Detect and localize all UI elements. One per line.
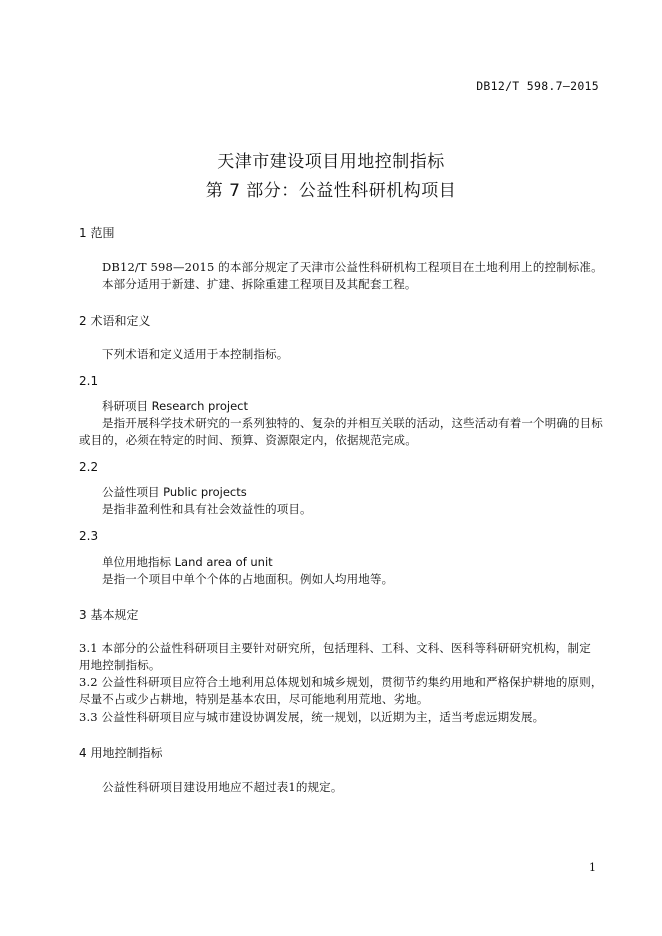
- section-3-heading: 3 基本规定: [79, 608, 139, 622]
- rule-3-1-line-1: 3.1 本部分的公益性科研项目主要针对研究所，包括理科、工科、文科、医科等科研研究机构，制定: [79, 641, 591, 655]
- term-2-1-definition-line-1: 是指开展科学技术研究的一系列独特的、复杂的并相互关联的活动，这些活动有着一个明确的目标: [102, 416, 603, 430]
- section-4-paragraph: 公益性科研项目建设用地应不超过表1的规定。: [102, 780, 343, 794]
- title-line-2: 第 7 部分：公益性科研机构项目: [205, 181, 457, 201]
- term-2-2-number: 2.2: [79, 460, 99, 474]
- term-2-1-name: 科研项目 Research project: [102, 399, 248, 413]
- rule-3-1-line-2: 用地控制指标。: [79, 658, 161, 672]
- rule-3-2-line-1: 3.2 公益性科研项目应符合土地利用总体规划和城乡规划，贯彻节约集约用地和严格保护耕地的原则，: [79, 675, 603, 689]
- term-2-1-number: 2.1: [79, 374, 99, 388]
- rule-3-3: 3.3 公益性科研项目应与城市建设协调发展，统一规划，以近期为主，适当考虑远期发展。: [79, 710, 545, 724]
- term-2-3-name: 单位用地指标 Land area of unit: [102, 555, 273, 569]
- term-2-3-number: 2.3: [79, 529, 99, 543]
- section-1-heading: 1 范围: [79, 226, 115, 240]
- term-2-1-definition-line-2: 或目的，必须在特定的时间、预算、资源限定内，依据规范完成。: [79, 433, 417, 447]
- term-2-3-definition: 是指一个项目中单个个体的占地面积。例如人均用地等。: [102, 572, 394, 586]
- term-2-2-definition: 是指非盈利性和具有社会效益性的项目。: [102, 502, 312, 516]
- term-2-2-name: 公益性项目 Public projects: [102, 485, 247, 499]
- standard-code: DB12/T 598.7—2015: [476, 79, 599, 93]
- rule-3-2-line-2: 尽量不占或少占耕地，特别是基本农田，尽可能地利用荒地、劣地。: [79, 692, 429, 706]
- title-line-1: 天津市建设项目用地控制指标: [217, 152, 445, 172]
- section-2-intro: 下列术语和定义适用于本控制指标。: [102, 347, 289, 361]
- section-1-paragraph-1: DB12/T 598—2015 的本部分规定了天津市公益性科研机构工程项目在土地利用上的控制标准。: [102, 260, 603, 274]
- section-1-paragraph-2: 本部分适用于新建、扩建、拆除重建工程项目及其配套工程。: [102, 277, 417, 291]
- section-4-heading: 4 用地控制指标: [79, 746, 163, 760]
- page-number: 1: [589, 861, 596, 874]
- section-2-heading: 2 术语和定义: [79, 314, 151, 328]
